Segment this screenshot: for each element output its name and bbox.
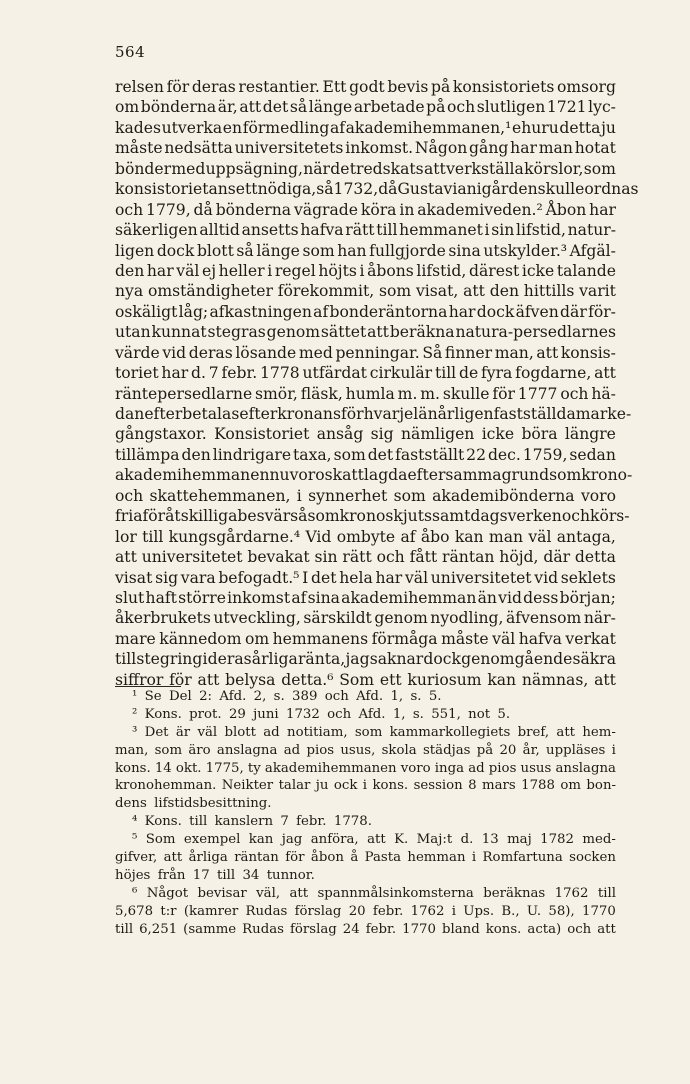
body-text (115, 77, 639, 690)
body-line: relsen för deras restantier. Ett godt bevis på konsistoriets omsorg (115, 78, 616, 96)
body-line: om bönderna är, att det så länge arbetade på och slutligen 1721 lyc- (115, 98, 616, 117)
body-line: säkerligen alltid ansetts hafva rätt till hemmanet i sin lifstid, natur- (115, 221, 616, 240)
body-line: konsistoriet ansett nödiga, så 1732, då Gustavianigården skulle ordnas (115, 180, 639, 199)
footnote-line: till 6,251 (samme Rudas förslag 24 febr. 1770 bland kons. acta) och att (115, 921, 616, 937)
body-line: och 1779, då bönderna vägrade köra in akademiveden.² Åbon har (115, 200, 616, 219)
footnote-line: 5,678 t:r (kamrer Rudas förslag 20 febr. 1762 i Ups. B., U. 58), 1770 (115, 903, 616, 919)
footnote-line: ³ Det är väl blott ad notitiam, som kammarkollegiets bref, att hem- (132, 724, 616, 740)
footnote-line: ⁴ Kons. till kanslern 7 febr. 1778. (132, 814, 372, 830)
body-line: akademihemmanen nu voro skattlagda efter samma grund som krono- (115, 466, 633, 485)
body-line: toriet har d. 7 febr. 1778 utfärdat cirkulär till de fyra fogdarne, att (115, 364, 616, 383)
footnote-rule (115, 686, 181, 687)
body-line: den har väl ej heller i regel höjts i åbons lifstid, därest icke talande (115, 261, 616, 280)
body-line: slut haft större inkomst af sina akademihemman än vid dess början; (115, 588, 616, 607)
footnote-line: ² Kons. prot. 29 juni 1732 och Afd. 1, s. 551, not 5. (132, 706, 511, 722)
body-line: utan kunnat stegras genom sättet att beräkna natura-persedlarnes (115, 323, 616, 342)
body-line: tillämpa den lindrigare taxa, som det fastställt 22 dec. 1759, sedan (115, 445, 616, 464)
body-line: mare kännedom om hemmanens förmåga måste väl hafva verkat (115, 629, 616, 648)
footnote-line: ⁵ Som exempel kan jag anföra, att K. Maj:t d. 13 maj 1782 med- (132, 832, 616, 848)
body-line: att universitetet bevakat sin rätt och fått räntan höjd, där detta (115, 548, 616, 567)
body-line: värde vid deras lösande med penningar. Så finner man, att konsis- (115, 343, 616, 362)
footnote-line: kronohemman. Neikter talar ju ock i kons. session 8 mars 1788 om bon- (115, 778, 616, 794)
body-line: visat sig vara befogadt.⁵ I det hela har väl universitetet vid seklets (115, 568, 616, 587)
footnote-line: höjes från 17 till 34 tunnor. (115, 867, 315, 883)
body-line: bönder med uppsägning, när de tredskats att verkställa körslor, som (115, 159, 616, 178)
body-line: siffror för att belysa detta.⁶ Som ett kuriosum kan nämnas, att (115, 670, 616, 689)
body-line: lor till kungsgårdarne.⁴ Vid ombyte af åbo kan man väl antaga, (115, 527, 616, 546)
footnote-line: gifver, att årliga räntan för åbon å Pasta hemman i Romfartuna socken (115, 850, 616, 866)
body-line: ligen dock blott så länge som han fullgjorde sina utskylder.³ Afgäl- (115, 241, 616, 260)
page-number: 564 (115, 43, 146, 61)
body-line: fria för åtskilliga besvär såsom kronoskjuts samt dagsverken och körs- (115, 507, 630, 526)
body-line: oskäligt låg; afkastningen af bonderäntorna har dock äfven där för- (115, 302, 616, 321)
body-line: till stegring i deras årliga ränta, jag saknar dock genomgående säkra (115, 650, 616, 669)
footnote-line: dens lifstidsbesittning. (115, 796, 272, 812)
body-line: gångstaxor. Konsistoriet ansåg sig nämligen icke böra längre (115, 425, 616, 444)
body-line: kades utverka en förmedling af akademihemmanen,¹ ehuru detta ju (115, 118, 616, 137)
body-line: måste nedsätta universitetets inkomst. Någon gång har man hotat (115, 139, 616, 158)
body-line: räntepersedlarne smör, fläsk, humla m. m. skulle för 1777 och hä- (115, 384, 616, 403)
footnote-line: kons. 14 okt. 1775, ty akademihemmanen voro inga ad pios usus anslagna (115, 760, 616, 776)
footnotes (115, 688, 616, 938)
body-line: danefter betalas efter kronans för hvarje län årligen fastställda marke- (115, 405, 632, 423)
footnote-line: man, som äro anslagna ad pios usus, skola städjas på 20 år, uppläses i (115, 742, 616, 758)
body-line: och skattehemmanen, i synnerhet som akademibönderna voro (115, 486, 616, 505)
body-line: nya omständigheter förekommit, som visat, att den hittills varit (115, 282, 616, 301)
footnote-line: ¹ Se Del 2: Afd. 2, s. 389 och Afd. 1, s. 5. (132, 689, 442, 704)
footnote-line: ⁶ Något bevisar väl, att spannmålsinkomsterna beräknas 1762 till (132, 885, 616, 901)
body-line: åkerbrukets utveckling, särskildt genom nyodling, äfvensom när- (115, 609, 616, 628)
